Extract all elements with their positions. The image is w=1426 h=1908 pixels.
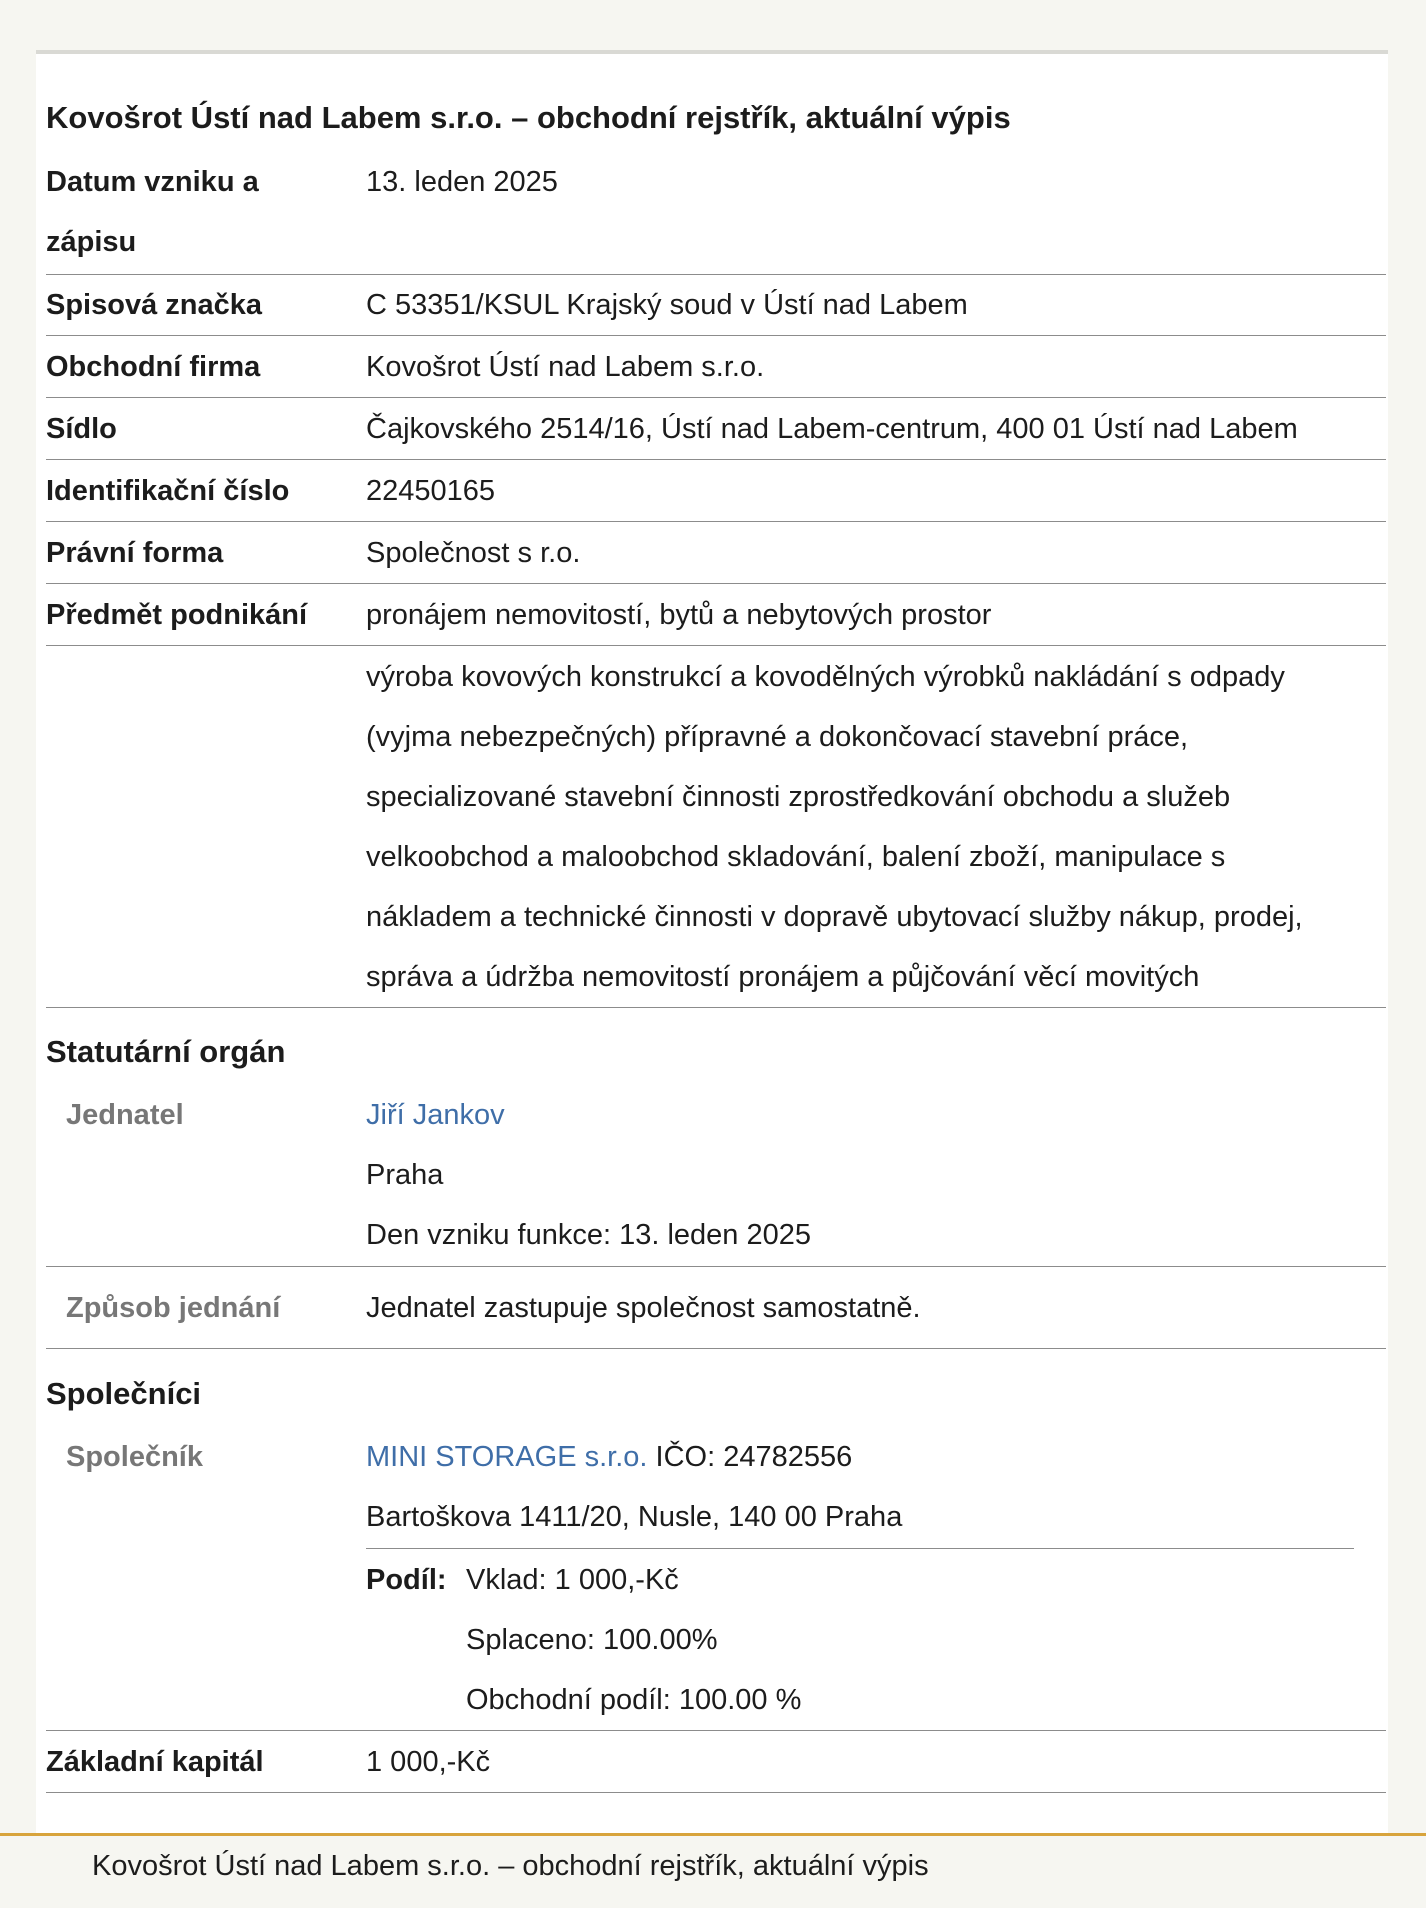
label-spolecnik: Společník (66, 1441, 203, 1473)
label-datum-vzniku-2: zápisu (46, 226, 137, 258)
podil-splaceno: Splaceno: 100.00% (466, 1624, 718, 1656)
footer-divider (0, 1833, 1426, 1836)
row-spolecnik (46, 1427, 1386, 1731)
spolecnik-line (366, 1427, 852, 1487)
value-zakladni-kapital: 1 000,-Kč (366, 1746, 491, 1778)
row-zakladni-kapital (46, 1732, 1386, 1793)
spolecnik-address: Bartoškova 1411/20, Nusle, 140 00 Praha (366, 1501, 903, 1533)
value-datum-vzniku: 13. leden 2025 (366, 166, 558, 198)
predmet-line: specializované stavební činnosti zprostředkování obchodu a služeb (366, 781, 1231, 813)
predmet-line: velkoobchod a maloobchod skladování, balení zboží, manipulace s (366, 841, 1226, 873)
jednatel-city: Praha (366, 1159, 444, 1191)
label-zakladni-kapital: Základní kapitál (46, 1746, 264, 1778)
label-pravni-forma: Právní forma (46, 537, 224, 569)
predmet-line: (vyjma nebezpečných) přípravné a dokončovací stavební práce, (366, 721, 1189, 753)
label-spisova-znacka: Spisová značka (46, 289, 262, 321)
value-sidlo: Čajkovského 2514/16, Ústí nad Labem-centrum, 400 01 Ústí nad Labem (366, 413, 1298, 445)
podil-vklad: Vklad: 1 000,-Kč (466, 1564, 679, 1596)
row-predmet-detail (46, 647, 1386, 1008)
value-spisova-znacka: C 53351/KSUL Krajský soud v Ústí nad Labem (366, 289, 968, 321)
predmet-line: nákladem a technické činnosti v dopravě ubytovací služby nákup, prodej, (366, 901, 1303, 933)
row-obchodni-firma (46, 337, 1386, 398)
jednatel-name-link[interactable]: Jiří Jankov (366, 1099, 505, 1131)
spolecnik-ico: IČO: 24782556 (655, 1441, 853, 1473)
row-spisova-znacka (46, 275, 1386, 336)
row-zpusob-jednani (46, 1268, 1386, 1349)
label-datum-vzniku-1: Datum vzniku a (46, 166, 259, 198)
predmet-line: správa a údržba nemovitostí pronájem a půjčování věcí movitých (366, 961, 1200, 993)
value-predmet-first: pronájem nemovitostí, bytů a nebytových prostor (366, 599, 992, 631)
section-heading-spolecnici: Společníci (46, 1376, 202, 1411)
footer-title: Kovošrot Ústí nad Labem s.r.o. – obchodní rejstřík, aktuální výpis (92, 1850, 929, 1882)
podil-obchodni: Obchodní podíl: 100.00 % (466, 1684, 802, 1716)
label-ico: Identifikační číslo (46, 475, 290, 507)
value-zpusob-jednani: Jednatel zastupuje společnost samostatně. (366, 1292, 921, 1324)
value-pravni-forma: Společnost s r.o. (366, 537, 581, 569)
section-heading-statutarni-organ: Statutární orgán (46, 1034, 286, 1069)
jednatel-since: Den vzniku funkce: 13. leden 2025 (366, 1219, 811, 1251)
podil-divider (366, 1548, 1354, 1549)
row-predmet-podnikani (46, 585, 1386, 646)
label-predmet-podnikani: Předmět podnikání (46, 599, 308, 631)
row-ico (46, 461, 1386, 522)
row-pravni-forma (46, 523, 1386, 584)
spolecnik-name-link[interactable]: MINI STORAGE s.r.o. (366, 1441, 648, 1473)
predmet-line: výroba kovových konstrukcí a kovodělných výrobků nakládání s odpady (366, 661, 1285, 693)
page-title: Kovošrot Ústí nad Labem s.r.o. – obchodní rejstřík, aktuální výpis (46, 100, 1011, 135)
podil-label: Podíl: (366, 1564, 447, 1596)
row-sidlo (46, 399, 1386, 460)
value-ico: 22450165 (366, 475, 496, 507)
row-datum-vzniku (46, 152, 1386, 275)
label-obchodni-firma: Obchodní firma (46, 351, 261, 383)
label-sidlo: Sídlo (46, 413, 117, 445)
row-jednatel (46, 1085, 1386, 1267)
label-zpusob-jednani: Způsob jednání (66, 1292, 281, 1324)
label-jednatel: Jednatel (66, 1099, 184, 1131)
value-obchodni-firma: Kovošrot Ústí nad Labem s.r.o. (366, 351, 765, 383)
